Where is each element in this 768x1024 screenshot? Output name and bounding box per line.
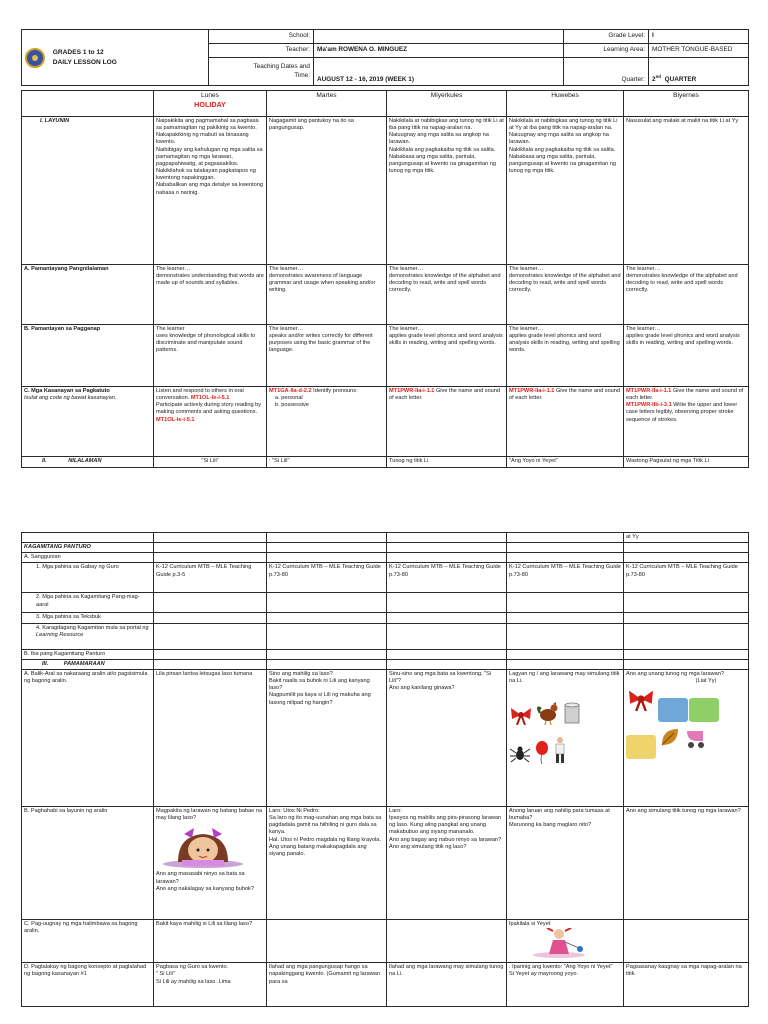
karagdagan-label-cell [22, 623, 154, 649]
log-title-line-2: DAILY LESSON LOG [52, 58, 117, 66]
kasanayan-wed [387, 387, 507, 457]
pam-empty-4 [507, 659, 624, 669]
day-header-wed: Miyerkules [387, 91, 507, 117]
gabay-label: 1. Mga pahina sa Gabay ng Guro [22, 563, 154, 593]
sang-empty-4 [507, 553, 624, 563]
pagganap-tue: The learner… speaks and/or writes correctly for different purposes using the basic grammar of the language. [267, 325, 387, 387]
header-table [21, 29, 749, 86]
kasanayan-fri-code-1: MT1PWR-IIa-i-1.1 [626, 388, 672, 394]
pag-uugnay-label: C. Pag-uugnay ng mga halimbawa sa bagong aralin. [22, 919, 154, 962]
pagtalakay-tue: Ilahad ang mga pangungusap hango sa napakinggang kwento. (Gumamit ng larawan para sa [267, 963, 387, 1007]
sang-empty-2 [267, 553, 387, 563]
day-header-mon [154, 91, 267, 117]
girl-with-yoyo-icon [527, 928, 591, 958]
iba-empty-4 [507, 649, 624, 659]
balik-aral-fri-text: Ano ang unang tunog ng mga larawan? [626, 670, 724, 677]
pam-empty-1 [154, 659, 267, 669]
tek-empty-1 [154, 613, 267, 623]
cont-empty-4 [387, 533, 507, 543]
iba-pang-kagamitan-label: B. Iba pang Kagamitang Panturo [22, 649, 154, 659]
paghahabi-mon-text-2: Ano ang masasabi ninyo sa bata sa larawan? Ano ang nakalagay sa kanyang buhok? [156, 871, 254, 892]
kar-empty-3 [387, 623, 507, 649]
thu-picture-row-1 [509, 701, 621, 728]
kar-empty-4 [507, 623, 624, 649]
day-label-mon: Lunes [201, 92, 219, 99]
log-title-line-1: GRADES 1 to 12 [52, 48, 104, 56]
gabay-mon: K-12 Curriculum MTB – MLE Teaching Guide p.3-5 [154, 563, 267, 593]
pagganap-mon: The learner uses knowledge of phonological skills to discriminate and manipulate sound patterns. [154, 325, 267, 387]
school-value [314, 30, 564, 44]
yoyo-picture-icon [658, 698, 688, 722]
pangnilalaman-tue: The learner… demonstrates awareness of language grammar and usage when speaking and/or writing. [267, 265, 387, 325]
paghahabi-mon-text-1: Magpakita ng larawan ng batang babae na may lilang laso? [156, 807, 263, 822]
paghahabi-tue: Laro: Utos Ni Pedro: Sa laro ng ito mag-uunahan ang mga bata sa pagdadala gamit na hiihiling ni guro dala sa kanya. Hal. Utos ni Pedro magdala ng lilang krayola. Ang unang batang makakapagdala ang siyang panalo. [267, 806, 387, 919]
pam-empty-3 [387, 659, 507, 669]
deped-seal-icon [25, 48, 45, 68]
area-value: MOTHER TONGUE-BASED [649, 44, 749, 58]
nilalaman-fri: Wastong Pagsulat ng mga Titik Li [624, 457, 749, 468]
pagganap-wed: The learner… applies grade level phonics and word analysis skills in reading, writing and spelling words. [387, 325, 507, 387]
kasanayan-mon-code-1: MT1OL-Ie-i-5.1 [190, 395, 230, 402]
kag-empty-5 [624, 543, 749, 553]
c-empty-tue [267, 919, 387, 962]
nilalaman-mon: "Si Lili" [154, 457, 267, 468]
balloon-icon [533, 740, 551, 764]
kpm-empty-5 [624, 593, 749, 613]
pamantayan-pagganap-label: B. Pamantayan sa Pagganap [22, 325, 154, 387]
nilalaman-label: NILALAMAN [68, 458, 102, 464]
kpm-empty-4 [507, 593, 624, 613]
balik-aral-thu [507, 669, 624, 806]
paghahabi-thu: Anong laruan ang nahilig para tumaas at bumaba? Marunong ka bang maglaro nito? [507, 806, 624, 919]
nilalaman-wed: Tunog ng titik Li [387, 457, 507, 468]
balik-aral-mon: Lila pirsan lantsa letsugas laso tumana [154, 669, 267, 806]
tek-empty-4 [507, 613, 624, 623]
log-title [53, 48, 117, 68]
kasanayan-thu [507, 387, 624, 457]
dates-label-line-2: Time: [294, 71, 310, 79]
day-header-thu: Huwebes [507, 91, 624, 117]
sang-empty-3 [387, 553, 507, 563]
cont-empty-1 [22, 533, 154, 543]
corner-cell [22, 91, 154, 117]
cont-empty-2 [154, 533, 267, 543]
teacher-label: Teacher: [209, 44, 314, 58]
pagtalakay-label: D. Pagtalakay ng bagong konsepto at paglalahad ng bagong kasanayan #1 [22, 963, 154, 1007]
nilalaman-fri-cont: at Yy [624, 533, 749, 543]
teksbuk-label: 3. Mga pahina sa Teksbuk [22, 613, 154, 623]
girl-with-ribbon-icon [160, 824, 246, 868]
layunin-fri: Nasusulat ang malaki at maliit na titik Li at Yy [624, 117, 749, 265]
spider-icon [509, 744, 531, 764]
iba-empty-1 [154, 649, 267, 659]
pag-uugnay-mon: Bakit kaya mahilig si Lili sa lilang laso? [154, 919, 267, 962]
kpm-empty-2 [267, 593, 387, 613]
balik-aral-label: A. Balik-Aral sa nakaraang aralin at/o pagsisimula ng bagong aralin. [22, 669, 154, 806]
kar-empty-1 [154, 623, 267, 649]
thu-picture-row-2 [509, 736, 621, 767]
learning-resource-label: Learning Resource [36, 631, 84, 638]
pagganap-fri: The learner… applies grade level phonics and word analysis skills in reading, writing and spelling words. [624, 325, 749, 387]
iba-empty-3 [387, 649, 507, 659]
stroller-icon [683, 725, 709, 749]
c-empty-fri [624, 919, 749, 962]
gabay-thu: K-12 Curriculum MTB – MLE Teaching Guide p.73-80 [507, 563, 624, 593]
school-label: School: [209, 30, 314, 44]
kasanayan-tue-code: MT1GA-IIa-d-2.2 [269, 388, 312, 394]
kar-empty-2 [267, 623, 387, 649]
pangnilalaman-mon: The learner… demonstrates understanding that words are made up of sounds and syllables. [154, 265, 267, 325]
kasanayan-fri-text-2: Write the upper and lower case letters legibly, observing proper stroke sequence of strokes. [626, 402, 738, 423]
gabay-fri: K-12 Curriculum MTB – MLE Teaching Guide p.73-80 [624, 563, 749, 593]
pag-uugnay-thu-text: Ipakilala si Yeyet [509, 920, 551, 927]
paghahabi-fri: Ano ang simulang titik tunog ng mga larawan? [624, 806, 749, 919]
ribbon-icon [626, 687, 656, 711]
dates-label-line-1: Teaching Dates and [253, 63, 310, 71]
balik-aral-fri-sub: (Liat Yy) [695, 678, 717, 685]
kasanayan-thu-text-1: Give the name and sound of each letter. [509, 388, 621, 402]
balik-aral-wed: Sinu-sino ang mga bata sa kwentong, "Si Lili"? Ano ang kanilang ginawa? [387, 669, 507, 806]
sanggunian-label: A. Sanggunian [22, 553, 154, 563]
quarter-word: QUARTER [664, 75, 697, 83]
dates-label [209, 58, 314, 86]
kasanayan-sublabel: Isulat ang code ng bawat kasanayan. [24, 395, 117, 402]
sang-empty-5 [624, 553, 749, 563]
dates-value: AUGUST 12 - 16, 2019 (WEEK 1) [314, 58, 564, 86]
teacher-value: Ma'am ROWENA O. MINGUEZ [314, 44, 564, 58]
kasanayan-fri-code-2: MT1PWR-IIb-i-3.1 [626, 402, 672, 409]
can-icon [562, 701, 582, 725]
kpm-empty-1 [154, 593, 267, 613]
quarter-label: Quarter: [564, 58, 649, 86]
karagdagan-label: 4. Karagdagang Kagamitan mula sa portal ng [36, 624, 149, 631]
nilalaman-label-cell [22, 457, 154, 468]
paghahabi-wed: Laro: Ipasyos ng mabilis ang pira-pirasong larawan ng laso. Kung aling pangkat ang unang makabubuo ang siyang mananalo. Ano ang bagay ang nabuo ninyo sa larawan? Ano ang simulang titik ng laso? [387, 806, 507, 919]
tek-empty-2 [267, 613, 387, 623]
kasanayan-fri [624, 387, 749, 457]
logo-cell [22, 30, 209, 86]
kasanayan-mon [154, 387, 267, 457]
fri-picture-row-2 [626, 725, 746, 760]
pagtalakay-wed: Ilahad ang mga larawang may simulang tunog na Li. [387, 963, 507, 1007]
lesson-table-part-1 [21, 90, 749, 468]
balik-aral-tue: Sino ang mahilig sa laso? Bakit naalis sa buhok ni Lili ang kanyang laso? Nagpumilit pa kaya si Lili ng makuha ang lasong nilipad ng hangin? [267, 669, 387, 806]
kasanayan-tue [267, 387, 387, 457]
ribbon-icon [509, 705, 533, 725]
quarter-value [649, 58, 749, 86]
layunin-label: I. LAYUNIN [22, 117, 154, 265]
pagtalakay-mon: Pagbasa ng Guro sa kwento. " Si Lili" Si Lili ay mahilig sa laso. Lima [154, 963, 267, 1007]
grade-label: Grade Level: [564, 30, 649, 44]
layunin-thu: Nakikilala at nabibigkas ang tunog ng titik Li at Yy at iba pang titik na napag-aralan na. Naiuugnay ang mga salita sa angkop na larawan. Nakikilala ang pagkakaiba ng titik sa salita. Nababasa ang mga salita, parirala, pangungusap at kwento na ginagamitan ng tunog ng mga titik. [507, 117, 624, 265]
kag-empty-2 [267, 543, 387, 553]
cont-empty-3 [267, 533, 387, 543]
area-label: Learning Area: [564, 44, 649, 58]
scene-picture-icon [626, 735, 656, 759]
nilalaman-tue: : "Si Lili" [267, 457, 387, 468]
gabay-tue: K-12 Curriculum MTB – MLE Teaching Guide p.73-80 [267, 563, 387, 593]
paghahabi-label: B. Paghahabi sa layunin ng aralin [22, 806, 154, 919]
kag-empty-4 [507, 543, 624, 553]
gabay-wed: K-12 Curriculum MTB – MLE Teaching Guide p.73-80 [387, 563, 507, 593]
kagamitan-pang-mag-aaral-label: 2. Mga pahina sa Kagamitang Pang-mag-aaral [22, 593, 154, 613]
pamamaraan-label: PAMAMARAAN [63, 660, 105, 667]
quarter-suffix: nd [655, 73, 662, 79]
kasanayan-fri-text-1: Give the name and sound of each letter. [626, 388, 744, 402]
iba-empty-2 [267, 649, 387, 659]
lesson-table-part-2 [21, 532, 749, 1007]
kpm-empty-3 [387, 593, 507, 613]
pagganap-thu: The learner… applies grade level phonics and word analysis skills in reading, writing and spelling words. [507, 325, 624, 387]
kasanayan-tue-text-1: Identify pronouns: [313, 388, 358, 394]
kasanayan-wed-code: MT1PWR-IIa-i-1.1 [389, 388, 435, 394]
layunin-mon: Naipakikita ang pagmamahal sa pagbasa sa pamamagitan ng pakikinig sa kwento. Nakapakikinig ng mabuti sa binasang kwento. Naibibigay ang kahulugan ng mga salita sa pamamagitan ng mga larawan, pagpapahiwatig, at pagsasakilos. Nakikilahok sa talakayan pagkatapos ng kwentong napakinggan. Nababalikan ang mga detalye sa kwentong nabasa o narinig. [154, 117, 267, 265]
pamamaraan-label-cell [22, 659, 154, 669]
kasanayan-mon-code-2: MT1OL-Ie-i-5.1 [156, 416, 195, 423]
kag-empty-3 [387, 543, 507, 553]
tek-empty-3 [387, 613, 507, 623]
kasanayan-mon-text-1: Listen and respond to others in oral conversation. [156, 388, 244, 402]
kasanayan-wed-text-1: Give the name and sound of each letter. [389, 388, 501, 402]
pam-empty-5 [624, 659, 749, 669]
rooster-icon [535, 701, 561, 725]
kite-picture-icon [689, 698, 719, 722]
iba-empty-5 [624, 649, 749, 659]
balik-aral-thu-text: Lagyan ng / ang larawang may simulang titik na Li. [509, 670, 620, 685]
paghahabi-mon [154, 806, 267, 919]
holiday-label: HOLIDAY [194, 100, 226, 110]
kasanayan-tue-text-3: b. possessive [275, 402, 309, 409]
pagtalakay-thu: . Iparinig ang kwento: "Ang Yoyo ni Yeyet" Si Yeyet ay mayroong yoyo. [507, 963, 624, 1007]
grade-value: I [649, 30, 749, 44]
fri-picture-row-1 [626, 687, 746, 722]
layunin-wed: Nakikilala at nabibigkas ang tunog ng titik Li at iba pang titik na napag-aralan na. Naiuugnay ang mga salita sa angkop na larawan. Nakikilala ang pagkakaiba ng titik sa salita. Nababasa ang mga salita, parirala, pangungusap at kwento na ginagamitan ng tunog ng mga titik. [387, 117, 507, 265]
pangnilalaman-thu: The learner… demonstrates knowledge of the alphabet and decoding to read, write and spell words correctly. [507, 265, 624, 325]
pangnilalaman-wed: The learner… demonstrates knowledge of the alphabet and decoding to read, write and spell words correctly. [387, 265, 507, 325]
layunin-tue: Nagagamit ang pantukoy na ito sa pangungusap. [267, 117, 387, 265]
quarter-number: 2 [652, 75, 656, 83]
kasanayan-thu-code: MT1PWR-IIa-i-1.1 [509, 388, 555, 394]
nilalaman-thu: "Ang Yoyo ni Yeyet" [507, 457, 624, 468]
cont-empty-5 [507, 533, 624, 543]
kagamitan-label: KAGAMITANG PANTURO [22, 543, 154, 553]
day-header-tue: Martes [267, 91, 387, 117]
boy-icon [552, 736, 568, 764]
kar-empty-5 [624, 623, 749, 649]
balik-aral-fri [624, 669, 749, 806]
kasanayan-mon-text-2: Participate actively during story reading by making comments and asking questions. [156, 402, 262, 416]
sang-empty-1 [154, 553, 267, 563]
pangnilalaman-fri: The learner… demonstrates knowledge of the alphabet and decoding to read, write and spell words correctly. [624, 265, 749, 325]
pamamaraan-number: III. [42, 660, 49, 667]
kasanayan-tue-text-2: a. personal [275, 395, 303, 402]
pag-uugnay-thu [507, 919, 624, 962]
kag-empty-1 [154, 543, 267, 553]
pagtalakay-fri: Pagsasanay kaugnay sa mga napag-aralan na titik. [624, 963, 749, 1007]
leaf-icon [658, 725, 682, 749]
day-header-fri: Biyernes [624, 91, 749, 117]
pamantayan-pangnilalaman-label: A. Pamantayang Pangnilalaman [22, 265, 154, 325]
tek-empty-5 [624, 613, 749, 623]
c-empty-wed [387, 919, 507, 962]
nilalaman-number: II. [42, 458, 47, 464]
kasanayan-label: C. Mga Kasanayan sa Pagkatuto [24, 388, 110, 394]
pam-empty-2 [267, 659, 387, 669]
kasanayan-label-cell [22, 387, 154, 457]
